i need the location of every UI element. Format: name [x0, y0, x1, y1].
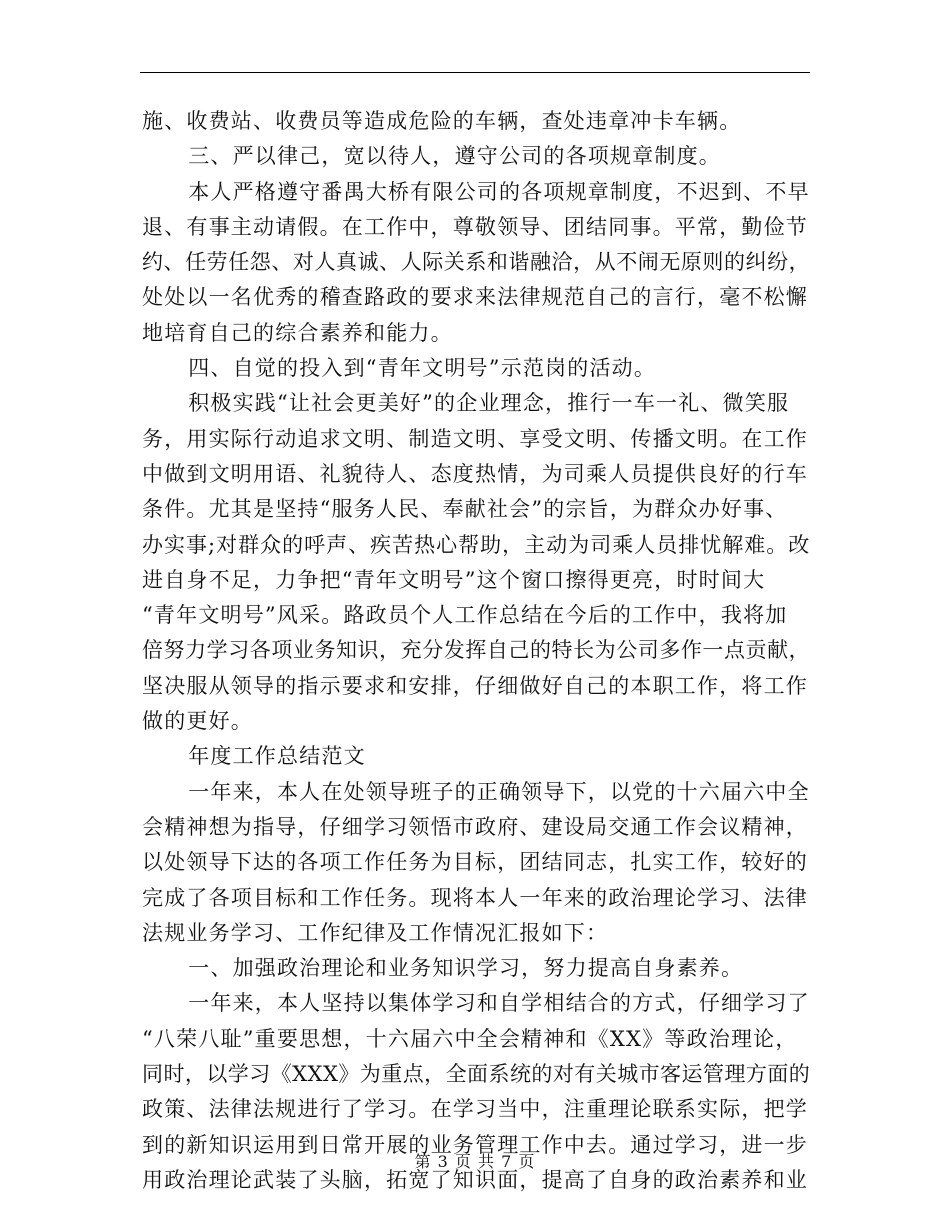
header-rule — [140, 72, 810, 73]
text-line: 坚决服从领导的指示要求和安排，仔细做好自己的本职工作，将工作 — [142, 673, 808, 698]
text-line: 中做到文明用语、礼貌待人、态度热情，为司乘人员提供良好的行车 — [142, 461, 808, 486]
text-line: 地培育自己的综合素养和能力。 — [142, 320, 453, 345]
text-line: 以处领导下达的各项工作任务为目标，团结同志，扎实工作，较好的 — [142, 850, 808, 875]
text-line: 积极实践“让社会更美好”的企业理念，推行一车一礼、微笑服 — [188, 391, 790, 416]
text-line: 三、严以律己，宽以待人，遵守公司的各项规章制度。 — [188, 144, 721, 169]
text-line: 做的更好。 — [142, 709, 253, 734]
text-line: 施、收费站、收费员等造成危险的车辆，查处违章冲卡车辆。 — [142, 109, 742, 133]
text-line: 同时，以学习《XXX》为重点，全面系统的对有关城市客运管理方面的 — [142, 1062, 811, 1087]
text-line: 会精神想为指导，仔细学习领悟市政府、建设局交通工作会议精神， — [142, 814, 808, 839]
text-line: 年度工作总结范文 — [188, 744, 366, 769]
page-number-footer: 第 3 页 共 7 页 — [414, 1152, 536, 1171]
text-line: 倍努力学习各项业务知识，充分发挥自己的特长为公司多作一点贡献， — [142, 638, 811, 663]
text-line: 一年来，本人坚持以集体学习和自学相结合的方式，仔细学习了 — [188, 991, 810, 1016]
text-line: “青年文明号”风采。路政员个人工作总结在今后的工作中，我将加 — [142, 603, 788, 628]
text-line: 一、加强政治理论和业务知识学习，努力提高自身素养。 — [188, 956, 744, 981]
text-line: 退、有事主动请假。在工作中，尊敬领导、团结同事。平常，勤俭节 — [142, 214, 808, 239]
text-line: 一年来，本人在处领导班子的正确领导下，以党的十六届六中全 — [188, 779, 810, 804]
text-line: 办实事;对群众的呼声、疾苦热心帮助，主动为司乘人员排忧解难。改 — [142, 532, 811, 557]
text-line: 法规业务学习、工作纪律及工作情况汇报如下： — [142, 920, 609, 945]
document-body — [142, 104, 810, 1198]
text-line: 处处以一名优秀的稽查路政的要求来法律规范自己的言行，毫不松懈 — [142, 285, 808, 310]
text-line: 政策、法律法规进行了学习。在学习当中，注重理论联系实际，把学 — [142, 1097, 808, 1122]
text-line: 约、任劳任怨、对人真诚、人际关系和谐融洽，从不闹无原则的纠纷， — [142, 250, 811, 275]
text-line: 到的新知识运用到日常开展的业务管理工作中去。通过学习，进一步 — [142, 1132, 808, 1157]
text-line: 完成了各项目标和工作任务。现将本人一年来的政治理论学习、法律 — [142, 885, 808, 910]
text-line: 务，用实际行动追求文明、制造文明、享受文明、传播文明。在工作 — [142, 426, 808, 451]
text-line: 四、自觉的投入到“青年文明号”示范岗的活动。 — [188, 356, 657, 381]
text-line: 本人严格遵守番禺大桥有限公司的各项规章制度，不迟到、不早 — [188, 179, 810, 204]
text-line: 条件。尤其是坚持“服务人民、奉献社会”的宗旨，为群众办好事、 — [142, 497, 788, 522]
text-line: 用政治理论武装了头脑，拓宽了知识面，提高了自身的政治素养和业 — [142, 1167, 808, 1192]
text-line: “八荣八耻”重要思想，十六届六中全会精神和《XX》等政治理论， — [142, 1026, 798, 1051]
text-line: 进自身不足，力争把“青年文明号”这个窗口擦得更亮，时时间大 — [142, 567, 766, 592]
